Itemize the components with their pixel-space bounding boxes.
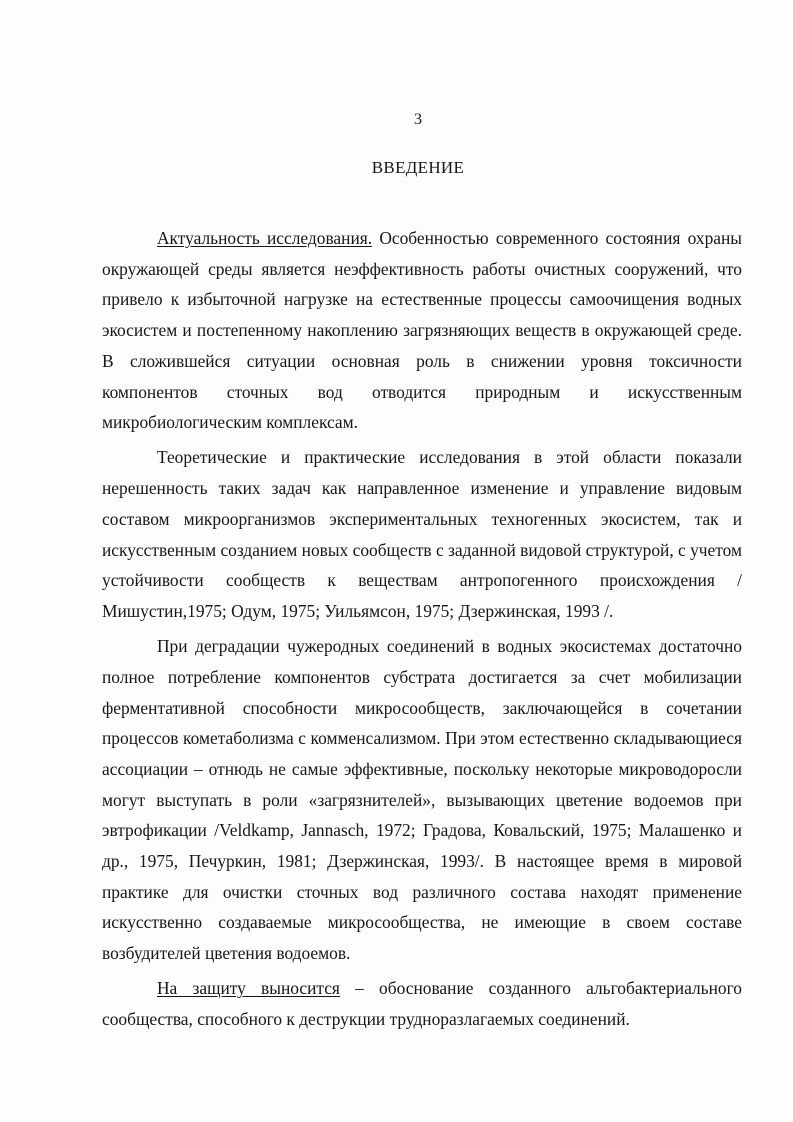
paragraph-defense — [102, 973, 742, 1034]
paragraph-text: Теоретические и практические исследования в этой области показали нерешенность таких задач как направленное изменение и управление видовым составом микроорганизмов экспериментальных техногенных экосистем, так и искусственным созданием новых сообществ с заданной видовой структурой, с учетом устойчивости сообществ к веществам антропогенного происхождения / Мишустин,1975; Одум, 1975; Уильямсон, 1975; Дзержинская, 1993 /. — [102, 447, 743, 621]
paragraph-degradation — [102, 631, 742, 969]
paragraph-relevance — [102, 223, 742, 438]
paragraph-lead: Актуальность исследования. — [157, 228, 373, 248]
page-number: 3 — [414, 111, 422, 128]
paragraph-research — [102, 442, 742, 626]
paragraph-text: Особенностью современного состояния охраны окружающей среды является неэффективность работы очистных сооружений, что привело к избыточной нагрузке на естественные процессы самоочищения водных экосистем и постепенному накоплению загрязняющих веществ в окружающей среде. В сложившейся ситуации основная роль в снижении уровня токсичности компонентов сточных вод отводится природным и искусственным микробиологическим комплексам. — [102, 228, 742, 433]
paragraph-text: При деградации чужеродных соединений в водных экосистемах достаточно полное потребление компонентов субстрата достигается за счет мобилизации ферментативной способности микросообществ, заключающейся в сочетании процессов кометаболизма с комменсализмом. При этом естественно складывающиеся ассоциации – отнюдь не самые эффективные, поскольку некоторые микроводоросли могут выступать в роли «загрязнителей», вызывающих цветение водоемов при эвтрофикации /Veldkamp, Jannasch, 1972; Градова, Ковальский, 1975; Малашенко и др., 1975, Печуркин, 1981; Дзержинская, 1993/. В настоящее время в мировой практике для очистки сточных вод различного состава находят применение искусственно создаваемые микросообщества, не имеющие в своем составе возбудителей цветения водоемов. — [102, 636, 742, 964]
paragraph-lead: На защиту выносится — [157, 978, 340, 999]
document-body — [102, 223, 742, 1035]
section-title: ВВЕДЕНИЕ — [371, 158, 465, 177]
paragraph-text: – обоснование созданного альгобактериального сообщества, способного к деструкции трудноразлагаемых соединений. — [102, 978, 742, 1030]
